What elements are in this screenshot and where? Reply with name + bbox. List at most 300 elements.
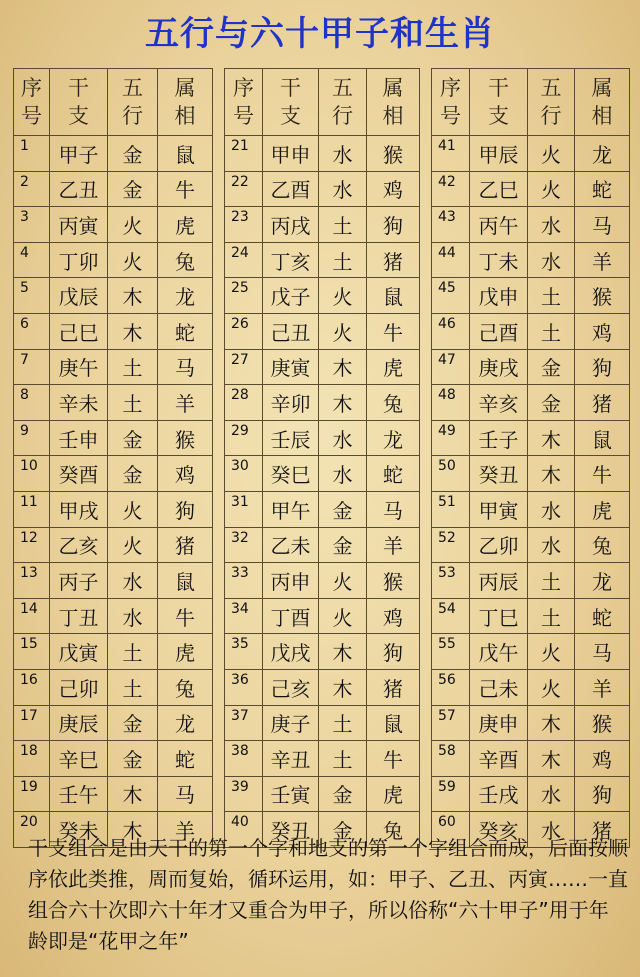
table-row: [14, 776, 213, 812]
wuxing-cell: 土: [319, 741, 367, 777]
wuxing-cell: 水: [319, 420, 367, 456]
ganzhi-cell: 壬子: [470, 420, 528, 456]
seq-cell: 27: [225, 349, 263, 385]
table-row: [225, 563, 420, 599]
shuxiang-cell: 鼠: [158, 136, 213, 172]
shuxiang-cell: 狗: [367, 207, 420, 243]
shuxiang-cell: 猪: [575, 812, 630, 848]
table-row: [432, 598, 630, 634]
seq-cell: 32: [225, 527, 263, 563]
ganzhi-cell: 丙戌: [263, 207, 319, 243]
header-seq: [432, 69, 470, 136]
shuxiang-cell: 兔: [158, 669, 213, 705]
shuxiang-cell: 鸡: [367, 598, 420, 634]
table-row: [432, 776, 630, 812]
ganzhi-cell: 甲戌: [50, 491, 108, 527]
ganzhi-cell: 戊子: [263, 278, 319, 314]
ganzhi-cell: 戊午: [470, 634, 528, 670]
ganzhi-cell: 癸酉: [50, 456, 108, 492]
seq-cell: 59: [432, 776, 470, 812]
seq-cell: 35: [225, 634, 263, 670]
shuxiang-cell: 兔: [575, 527, 630, 563]
ganzhi-cell: 癸丑: [470, 456, 528, 492]
ganzhi-cell: 己酉: [470, 313, 528, 349]
table-row: [14, 741, 213, 777]
wuxing-cell: 金: [108, 171, 158, 207]
table-row: [225, 776, 420, 812]
header-ganzhi-char: 干: [488, 76, 509, 100]
seq-cell: 43: [432, 207, 470, 243]
seq-cell: 13: [14, 563, 50, 599]
wuxing-cell: 木: [108, 278, 158, 314]
ganzhi-cell: 癸亥: [470, 812, 528, 848]
header-shuxiang-char: 属: [591, 76, 613, 100]
seq-cell: 51: [432, 491, 470, 527]
shuxiang-cell: 猪: [367, 242, 420, 278]
table-row: [225, 385, 420, 421]
table-row: [432, 313, 630, 349]
header-row: [432, 69, 630, 136]
seq-cell: 54: [432, 598, 470, 634]
shuxiang-cell: 鸡: [158, 456, 213, 492]
header-wuxing: [108, 69, 158, 136]
table-row: [225, 456, 420, 492]
table-row: [14, 136, 213, 172]
shuxiang-cell: 马: [575, 207, 630, 243]
shuxiang-cell: 鼠: [158, 563, 213, 599]
wuxing-cell: 木: [528, 741, 575, 777]
header-ganzhi-char: 干: [280, 76, 301, 100]
table-row: [14, 385, 213, 421]
wuxing-cell: 水: [319, 136, 367, 172]
header-shuxiang: [367, 69, 420, 136]
shuxiang-cell: 蛇: [575, 171, 630, 207]
ganzhi-cell: 壬戌: [470, 776, 528, 812]
shuxiang-cell: 牛: [158, 598, 213, 634]
wuxing-cell: 金: [108, 705, 158, 741]
seq-cell: 36: [225, 669, 263, 705]
seq-cell: 9: [14, 420, 50, 456]
shuxiang-cell: 兔: [367, 812, 420, 848]
header-ganzhi-char: 支: [280, 104, 301, 128]
header-ganzhi-char: 支: [68, 104, 89, 128]
seq-cell: 45: [432, 278, 470, 314]
wuxing-cell: 火: [108, 242, 158, 278]
seq-cell: 24: [225, 242, 263, 278]
table-row: [225, 598, 420, 634]
ganzhi-cell: 壬寅: [263, 776, 319, 812]
table-row: [225, 634, 420, 670]
wuxing-cell: 金: [528, 385, 575, 421]
ganzhi-cell: 癸未: [50, 812, 108, 848]
wuxing-cell: 木: [108, 812, 158, 848]
ganzhi-cell: 壬申: [50, 420, 108, 456]
table-row: [225, 171, 420, 207]
shuxiang-cell: 牛: [575, 456, 630, 492]
ganzhi-cell: 辛巳: [50, 741, 108, 777]
table-row: [432, 136, 630, 172]
wuxing-cell: 水: [528, 527, 575, 563]
wuxing-cell: 金: [319, 491, 367, 527]
table-row: [14, 349, 213, 385]
ganzhi-cell: 丙子: [50, 563, 108, 599]
seq-cell: 25: [225, 278, 263, 314]
table-row: [225, 242, 420, 278]
wuxing-cell: 火: [528, 634, 575, 670]
ganzhi-cell: 辛未: [50, 385, 108, 421]
seq-cell: 22: [225, 171, 263, 207]
table-row: [14, 705, 213, 741]
ganzhi-cell: 丁丑: [50, 598, 108, 634]
ganzhi-cell: 丁巳: [470, 598, 528, 634]
wuxing-cell: 土: [528, 563, 575, 599]
ganzhi-cell: 癸巳: [263, 456, 319, 492]
table-row: [14, 669, 213, 705]
wuxing-cell: 水: [528, 242, 575, 278]
header-shuxiang-char: 相: [174, 104, 196, 128]
ganzhi-cell: 乙亥: [50, 527, 108, 563]
seq-cell: 23: [225, 207, 263, 243]
shuxiang-cell: 蛇: [158, 313, 213, 349]
shuxiang-cell: 羊: [158, 812, 213, 848]
header-shuxiang: [575, 69, 630, 136]
ganzhi-cell: 己巳: [50, 313, 108, 349]
shuxiang-cell: 狗: [575, 349, 630, 385]
table-row: [14, 456, 213, 492]
header-wuxing: [319, 69, 367, 136]
wuxing-cell: 火: [108, 527, 158, 563]
seq-cell: 28: [225, 385, 263, 421]
shuxiang-cell: 龙: [158, 705, 213, 741]
ganzhi-cell: 辛亥: [470, 385, 528, 421]
seq-cell: 4: [14, 242, 50, 278]
wuxing-cell: 水: [319, 456, 367, 492]
page-title: 五行与六十甲子和生肖: [145, 14, 495, 54]
wuxing-cell: 火: [528, 669, 575, 705]
wuxing-cell: 金: [108, 741, 158, 777]
ganzhi-cell: 丙寅: [50, 207, 108, 243]
header-wuxing-char: 五: [122, 76, 143, 100]
wuxing-cell: 土: [108, 385, 158, 421]
ganzhi-cell: 庚戌: [470, 349, 528, 385]
ganzhi-cell: 庚辰: [50, 705, 108, 741]
header-ganzhi: [470, 69, 528, 136]
shuxiang-cell: 鼠: [367, 705, 420, 741]
ganzhi-cell: 辛酉: [470, 741, 528, 777]
wuxing-cell: 木: [528, 705, 575, 741]
table-row: [432, 171, 630, 207]
header-seq-char: 号: [233, 104, 254, 128]
seq-cell: 47: [432, 349, 470, 385]
shuxiang-cell: 龙: [367, 420, 420, 456]
wuxing-cell: 木: [528, 456, 575, 492]
shuxiang-cell: 鼠: [367, 278, 420, 314]
seq-cell: 6: [14, 313, 50, 349]
header-shuxiang: [158, 69, 213, 136]
ganzhi-cell: 丁酉: [263, 598, 319, 634]
table-row: [225, 349, 420, 385]
wuxing-cell: 火: [108, 207, 158, 243]
seq-cell: 7: [14, 349, 50, 385]
shuxiang-cell: 牛: [367, 313, 420, 349]
seq-cell: 20: [14, 812, 50, 848]
table-row: [225, 705, 420, 741]
header-wuxing: [528, 69, 575, 136]
shuxiang-cell: 虎: [575, 491, 630, 527]
header-ganzhi-char: 干: [68, 76, 89, 100]
shuxiang-cell: 蛇: [575, 598, 630, 634]
shuxiang-cell: 虎: [367, 349, 420, 385]
ganzhi-cell: 戊申: [470, 278, 528, 314]
ganzhi-cell: 甲午: [263, 491, 319, 527]
seq-cell: 18: [14, 741, 50, 777]
ganzhi-cell: 丙午: [470, 207, 528, 243]
seq-cell: 33: [225, 563, 263, 599]
seq-cell: 37: [225, 705, 263, 741]
shuxiang-cell: 猴: [575, 278, 630, 314]
shuxiang-cell: 鸡: [575, 741, 630, 777]
shuxiang-cell: 猪: [575, 385, 630, 421]
header-wuxing-char: 行: [122, 104, 143, 128]
table-row: [14, 313, 213, 349]
shuxiang-cell: 羊: [575, 669, 630, 705]
seq-cell: 5: [14, 278, 50, 314]
shuxiang-cell: 羊: [575, 242, 630, 278]
table-row: [432, 242, 630, 278]
ganzhi-cell: 乙巳: [470, 171, 528, 207]
shuxiang-cell: 猴: [158, 420, 213, 456]
table-row: [225, 313, 420, 349]
table-row: [432, 563, 630, 599]
wuxing-cell: 火: [319, 563, 367, 599]
seq-cell: 42: [432, 171, 470, 207]
seq-cell: 31: [225, 491, 263, 527]
ganzhi-cell: 辛卯: [263, 385, 319, 421]
table-row: [432, 527, 630, 563]
table-row: [225, 136, 420, 172]
header-shuxiang-char: 相: [382, 104, 404, 128]
shuxiang-cell: 虎: [367, 776, 420, 812]
seq-cell: 15: [14, 634, 50, 670]
ganzhi-cell: 丁卯: [50, 242, 108, 278]
header-ganzhi: [263, 69, 319, 136]
shuxiang-cell: 牛: [367, 741, 420, 777]
seq-cell: 41: [432, 136, 470, 172]
ganzhi-cell: 戊戌: [263, 634, 319, 670]
shuxiang-cell: 羊: [158, 385, 213, 421]
header-seq-char: 号: [21, 104, 42, 128]
wuxing-cell: 水: [108, 598, 158, 634]
seq-cell: 8: [14, 385, 50, 421]
seq-cell: 60: [432, 812, 470, 848]
wuxing-cell: 水: [528, 491, 575, 527]
wuxing-cell: 水: [108, 563, 158, 599]
ganzhi-cell: 壬午: [50, 776, 108, 812]
ganzhi-cell: 丁亥: [263, 242, 319, 278]
ganzhi-table-3: [431, 68, 630, 848]
wuxing-cell: 土: [528, 313, 575, 349]
table-row: [432, 207, 630, 243]
wuxing-cell: 水: [528, 207, 575, 243]
header-wuxing-char: 五: [332, 76, 353, 100]
header-wuxing-char: 行: [540, 104, 562, 128]
header-seq-char: 号: [440, 104, 461, 128]
table-row: [432, 385, 630, 421]
shuxiang-cell: 马: [575, 634, 630, 670]
seq-cell: 44: [432, 242, 470, 278]
wuxing-cell: 金: [319, 776, 367, 812]
table-row: [14, 207, 213, 243]
ganzhi-table-1: [13, 68, 213, 848]
shuxiang-cell: 兔: [367, 385, 420, 421]
seq-cell: 50: [432, 456, 470, 492]
ganzhi-cell: 丙辰: [470, 563, 528, 599]
table-row: [225, 278, 420, 314]
seq-cell: 53: [432, 563, 470, 599]
shuxiang-cell: 狗: [575, 776, 630, 812]
ganzhi-cell: 甲申: [263, 136, 319, 172]
seq-cell: 29: [225, 420, 263, 456]
seq-cell: 49: [432, 420, 470, 456]
table-row: [14, 527, 213, 563]
shuxiang-cell: 狗: [158, 491, 213, 527]
header-seq-char: 序: [21, 76, 42, 100]
seq-cell: 11: [14, 491, 50, 527]
header-seq: [225, 69, 263, 136]
ganzhi-cell: 癸丑: [263, 812, 319, 848]
seq-cell: 19: [14, 776, 50, 812]
ganzhi-cell: 丁未: [470, 242, 528, 278]
seq-cell: 30: [225, 456, 263, 492]
wuxing-cell: 土: [108, 634, 158, 670]
header-shuxiang-char: 属: [174, 76, 196, 100]
wuxing-cell: 土: [108, 349, 158, 385]
ganzhi-cell: 庚申: [470, 705, 528, 741]
shuxiang-cell: 鸡: [367, 171, 420, 207]
wuxing-cell: 木: [528, 420, 575, 456]
ganzhi-cell: 乙丑: [50, 171, 108, 207]
shuxiang-cell: 猴: [575, 705, 630, 741]
table-row: [14, 171, 213, 207]
shuxiang-cell: 猪: [367, 669, 420, 705]
seq-cell: 1: [14, 136, 50, 172]
explanation-text: 干支组合是由天干的第一个字和地支的第一个字组合而成，后面按顺序依此类推，周而复始，循环运用，如：甲子、乙丑、丙寅……一直组合六十次即六十年才又重合为甲子，所以俗称“六十甲子”用于年龄即是“花甲之年”: [28, 836, 628, 953]
wuxing-cell: 火: [528, 136, 575, 172]
table-row: [225, 491, 420, 527]
seq-cell: 58: [432, 741, 470, 777]
ganzhi-cell: 庚午: [50, 349, 108, 385]
seq-cell: 12: [14, 527, 50, 563]
table-row: [432, 278, 630, 314]
table-row: [14, 242, 213, 278]
seq-cell: 34: [225, 598, 263, 634]
table-row: [225, 669, 420, 705]
seq-cell: 38: [225, 741, 263, 777]
seq-cell: 46: [432, 313, 470, 349]
table-row: [432, 456, 630, 492]
ganzhi-cell: 丙申: [263, 563, 319, 599]
wuxing-cell: 土: [319, 242, 367, 278]
wuxing-cell: 土: [108, 669, 158, 705]
header-row: [14, 69, 213, 136]
table-row: [14, 598, 213, 634]
ganzhi-cell: 己亥: [263, 669, 319, 705]
wuxing-cell: 金: [108, 420, 158, 456]
wuxing-cell: 金: [528, 349, 575, 385]
header-seq: [14, 69, 50, 136]
wuxing-cell: 土: [319, 207, 367, 243]
seq-cell: 57: [432, 705, 470, 741]
wuxing-cell: 金: [108, 136, 158, 172]
table-row: [14, 420, 213, 456]
wuxing-cell: 火: [319, 598, 367, 634]
ganzhi-cell: 甲辰: [470, 136, 528, 172]
wuxing-cell: 土: [528, 598, 575, 634]
table-row: [432, 349, 630, 385]
ganzhi-table-2: [224, 68, 420, 848]
table-row: [14, 563, 213, 599]
header-shuxiang-char: 相: [591, 104, 613, 128]
shuxiang-cell: 鼠: [575, 420, 630, 456]
ganzhi-cell: 己卯: [50, 669, 108, 705]
table-row: [432, 669, 630, 705]
wuxing-cell: 火: [108, 491, 158, 527]
header-ganzhi: [50, 69, 108, 136]
seq-cell: 48: [432, 385, 470, 421]
wuxing-cell: 木: [319, 634, 367, 670]
ganzhi-cell: 庚子: [263, 705, 319, 741]
ganzhi-cell: 壬辰: [263, 420, 319, 456]
table-row: [225, 741, 420, 777]
ganzhi-cell: 乙未: [263, 527, 319, 563]
header-row: [225, 69, 420, 136]
wuxing-cell: 土: [319, 705, 367, 741]
ganzhi-cell: 庚寅: [263, 349, 319, 385]
table-row: [432, 634, 630, 670]
seq-cell: 21: [225, 136, 263, 172]
ganzhi-cell: 己未: [470, 669, 528, 705]
shuxiang-cell: 猴: [367, 136, 420, 172]
table-row: [225, 527, 420, 563]
seq-cell: 3: [14, 207, 50, 243]
ganzhi-cell: 戊辰: [50, 278, 108, 314]
wuxing-cell: 火: [319, 313, 367, 349]
ganzhi-cell: 辛丑: [263, 741, 319, 777]
shuxiang-cell: 猴: [367, 563, 420, 599]
shuxiang-cell: 马: [158, 776, 213, 812]
seq-cell: 39: [225, 776, 263, 812]
ganzhi-cell: 乙酉: [263, 171, 319, 207]
seq-cell: 10: [14, 456, 50, 492]
seq-cell: 17: [14, 705, 50, 741]
wuxing-cell: 木: [319, 669, 367, 705]
header-seq-char: 序: [233, 76, 254, 100]
wuxing-cell: 火: [528, 171, 575, 207]
header-shuxiang-char: 属: [382, 76, 404, 100]
wuxing-cell: 水: [528, 812, 575, 848]
wuxing-cell: 木: [108, 313, 158, 349]
shuxiang-cell: 虎: [158, 634, 213, 670]
ganzhi-cell: 戊寅: [50, 634, 108, 670]
shuxiang-cell: 龙: [158, 278, 213, 314]
shuxiang-cell: 马: [367, 491, 420, 527]
wuxing-cell: 水: [319, 171, 367, 207]
seq-cell: 40: [225, 812, 263, 848]
shuxiang-cell: 狗: [367, 634, 420, 670]
wuxing-cell: 土: [528, 278, 575, 314]
seq-cell: 16: [14, 669, 50, 705]
wuxing-cell: 水: [528, 776, 575, 812]
